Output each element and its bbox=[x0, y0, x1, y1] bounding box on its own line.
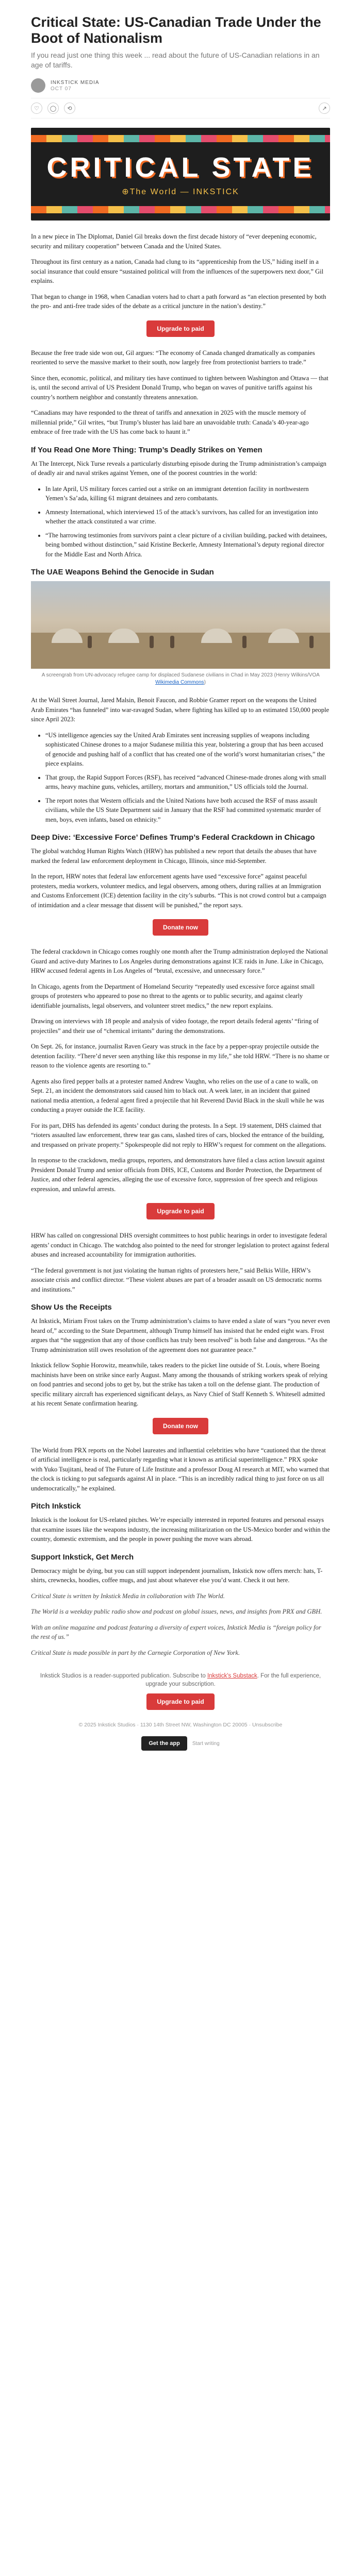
caption-link[interactable]: Wikimedia Commons bbox=[155, 680, 204, 685]
section-heading: Support Inkstick, Get Merch bbox=[31, 1552, 134, 1562]
paragraph: At the Wall Street Journal, Jared Malsin, Benoit Faucon, and Robbie Gramer report on the weapons the United Arab Emirates “has funneled” into war-ravaged Sudan, where fighting has killed up to an estimated 150,000 people since April 2023: bbox=[31, 697, 330, 723]
caption-end: ) bbox=[204, 680, 206, 685]
comment-icon[interactable]: ◯ bbox=[47, 103, 59, 114]
credits-block bbox=[31, 1591, 330, 1658]
paragraph: “The federal government is not just violating the human rights of protesters here,” said Belkis Wille, HRW’s associate crisis and conflict director. “These violent abuses are part of a broader assault on US democratic norms and institutions.” bbox=[31, 1266, 322, 1293]
heart-icon[interactable]: ♡ bbox=[31, 103, 42, 114]
list-item: • The report notes that Western officials and the United Nations have both accused the RSF of mass assault civilians, while the US State Department said in January that the RSF had committed systematic murder of men, boys, even infants, based on ethnicity.” bbox=[45, 796, 330, 825]
avatar[interactable] bbox=[31, 78, 45, 93]
note-pre: Inkstick Studios is a reader-supported publication. Subscribe to bbox=[40, 1673, 207, 1679]
paragraph: Since then, economic, political, and military ties have continued to tighten between Washington and Ottawa — that is, until the second arrival of US President Donald Trump, who began on waves of punitive tariffs against his country’s northern neighbor and constantly threatens annexation. bbox=[31, 374, 329, 401]
page-title: Critical State: US-Canadian Trade Under the Boot of Nationalism bbox=[31, 14, 321, 46]
banner-stripe-top bbox=[31, 135, 330, 142]
paragraph: The global watchdog Human Rights Watch (HRW) has published a new report that details the abuses that have marked the federal law enforcement deployment in Chicago, Illinois, since mid-September. bbox=[31, 848, 317, 865]
photo-tent bbox=[108, 629, 139, 643]
list-item: • In late April, US military forces carried out a strike on an immigrant detention facility in northwestern Yemen’s Sa’ada, killing 61 migrant detainees and zero combatants. bbox=[45, 484, 330, 503]
list-item: • That group, the Rapid Support Forces (RSF), has received “advanced Chinese-made drones along with small arms, heavy machine guns, vehicles, artillery, mortars and ammunition,” US officials told the Journal. bbox=[45, 773, 330, 792]
paragraph: “Canadians may have responded to the threat of tariffs and annexation in 2025 with the muscle memory of millennial pride,” Gil writes, “but Trump’s bluster has laid bare an unavoidable truth: Canada’s 40-year-ago embrace of free trade with the US has come back to haunt it.” bbox=[31, 409, 309, 435]
paragraph: In a new piece in The Diplomat, Daniel Gil breaks down the first decade history of “ever deepening economic, security and military cooperation” between Canada and the United States. bbox=[31, 233, 317, 250]
photo-tent bbox=[268, 629, 299, 643]
photo-figure bbox=[150, 636, 154, 648]
section-heading: If You Read One More Thing: Trump’s Deadly Strikes on Yemen bbox=[31, 445, 262, 454]
paragraph: Agents also fired pepper balls at a protester named Andrew Vaughn, who relies on the use of a cane to walk, on Sept. 21, an incident the demonstrators said caused him to black out. A week later, in an incident that gained national media attention, a federal agent fired a projectile that hit Reverend David Black in the skull while he was conducting a prayer outside the ICE facility. bbox=[31, 1077, 324, 1113]
start-writing-link[interactable]: Start writing bbox=[192, 1740, 220, 1747]
substack-link[interactable]: Inkstick's Substack bbox=[207, 1673, 257, 1679]
paragraph: Because the free trade side won out, Gil argues: “The economy of Canada changed dramatically as companies reoriented to serve the massive market to their south, now largely free from protectionist barriers to trade.” bbox=[31, 349, 315, 366]
note-post: . For the full experience, upgrade your subscription. bbox=[145, 1673, 321, 1687]
section-heading: The UAE Weapons Behind the Genocide in Sudan bbox=[31, 568, 214, 577]
paragraph: Throughout its first century as a nation, Canada had clung to its “apprenticeship from the US,” hiding itself in a social insurance that could ensure “sustained political will from the influences of the superpowers next door,” Gil explains. bbox=[31, 258, 324, 284]
get-app-button[interactable]: Get the app bbox=[141, 1736, 187, 1751]
paragraph: In response to the crackdown, media groups, reporters, and demonstrators have filed a class action lawsuit against President Donald Trump and senior officials from DHS, ICE, Customs and Border Protection, the Department of Justice, and other federal agencies, alleging the use of excessive force, suppression of free speech and religious expression, and unlawful arrests. bbox=[31, 1157, 325, 1193]
author-name[interactable]: INKSTICK MEDIA bbox=[51, 80, 100, 86]
donate-button[interactable]: Donate now bbox=[153, 919, 208, 936]
photo-tent bbox=[201, 629, 232, 643]
paragraph: Inkstick fellow Sophie Horowitz, meanwhile, takes readers to the picket line outside of St. Louis, where Boeing machinists have been on strike since early August. Many among the thousands of striking workers speak of relying on food pantries and second jobs to get by, but the strike has taken a toll on the defense giant. The production of specific military aircraft has experienced significant delays, as Navy Chief of Staff Kenneth S. Whitesell admitted at his recent Senate confirmation hearing. bbox=[31, 1362, 327, 1407]
refugee-camp-photo[interactable] bbox=[31, 581, 330, 669]
photo-figure bbox=[88, 636, 92, 648]
credit-line: Critical State is made possible in part by the Carnegie Corporation of New York. bbox=[31, 1649, 240, 1656]
list-item: • Amnesty International, which interviewed 15 of the attack’s survivors, has called for an investigation into whether the attack constituted a war crime. bbox=[45, 507, 330, 527]
credit-line: With an online magazine and podcast featuring a diversity of expert voices, Inkstick Media is “foreign policy for the rest of us.” bbox=[31, 1623, 321, 1640]
banner-stripe-bottom bbox=[31, 206, 330, 213]
upgrade-button[interactable]: Upgrade to paid bbox=[146, 320, 214, 337]
credit-line: Critical State is written by Inkstick Media in collaboration with The World. bbox=[31, 1592, 225, 1600]
paragraph: HRW has called on congressional DHS oversight committees to host public hearings in order to investigate federal agents’ conduct in Chicago. The watchdog also pointed to the need for stronger legislation to protect against federal abuses and increased accountability for immigration authorities. bbox=[31, 1232, 330, 1258]
paragraph: That began to change in 1968, when Canadian voters had to chart a path forward as “an election presented by both the pro- and anti-free trade sides of the debate as a critical juncture in the nation’s destiny.” bbox=[31, 293, 326, 310]
upgrade-button[interactable]: Upgrade to paid bbox=[146, 1203, 214, 1219]
photo-caption bbox=[31, 672, 330, 686]
paragraph: In Chicago, agents from the Department of Homeland Security “repeatedly used excessive force against small groups of protesters who appeared to pose no threat to the agents or to public security, and against clearly identifiable journalists, legal observers, and volunteer street medics,” the new report explains. bbox=[31, 982, 315, 1009]
paragraph: The World from PRX reports on the Nobel laureates and influential celebrities who have “cautioned that the threat of artificial intelligence is real, particularly regarding what it known as artificial superintelligence.” PRX spoke with Yuko Tsujitani, head of The Future of Life Institute and a professor Doug AI research at MIT, who warned that the clock is ticking to put safeguards against AI in place. “This is an incredibly radical thing to just force on us all undemocratically,” he explained. bbox=[31, 1446, 330, 1492]
credit-line: The World is a weekday public radio show and podcast on global issues, news, and insights from PRX and GBH. bbox=[31, 1608, 322, 1615]
caption-text: A screengrab from UN‑advocacy refugee camp for displaced Sudanese civilians in Chad in May 2023 (Henry Wilkins/VOA bbox=[41, 672, 320, 678]
photo-tent bbox=[52, 629, 83, 643]
banner-subtitle: ⊕The World — INKSTICK bbox=[122, 188, 239, 196]
photo-figure bbox=[309, 636, 314, 648]
bullet-list bbox=[45, 484, 330, 560]
paragraph: For its part, DHS has defended its agents’ conduct during the protests. In a Sept. 19 statement, DHS claimed that “rioters assaulted law enforcement, threw tear gas cans, slashed tires of cars, blocked the entrance of the building, and trespassed on private property.” Spokespeople did not reply to HRW’s request for comment on the allegations. bbox=[31, 1122, 326, 1148]
list-item: • “US intelligence agencies say the United Arab Emirates sent increasing supplies of weapons including sophisticated Chinese drones to a major Sudanese militia this year, bolstering a group that has been accused of genocide and pushing half of a conflict that has created one of the world’s worst humanitarian crises,” the piece explains. bbox=[45, 731, 330, 769]
action-bar bbox=[31, 98, 330, 118]
paragraph: On Sept. 26, for instance, journalist Raven Geary was struck in the face by a pepper-spray projectile outside the detention facility. “There’d never seen anything like this response in my life,” she told HRW. “There is no shame or reason to the violence agents are resorting to.” bbox=[31, 1043, 330, 1069]
paragraph: The federal crackdown in Chicago comes roughly one month after the Trump administration deployed the National Guard and active-duty Marines to Los Angeles during demonstrations against ICE raids in June. Like in Chicago, HRW accused federal agents in Los Angeles of “brutal, excessive, and unnecessary force.” bbox=[31, 948, 328, 974]
paragraph: Inkstick is the lookout for US-related pitches. We’re especially interested in reported features and personal essays that examine issues like the weapons industry, the increasing militarization on the US-Mexico border and within the country, domestic extremism, and the people in power pushing the move wars abroad. bbox=[31, 1516, 330, 1543]
donate-button[interactable]: Donate now bbox=[153, 1418, 208, 1434]
post bbox=[31, 0, 330, 1751]
subscribe-note bbox=[31, 1672, 330, 1688]
bullet-list bbox=[45, 731, 330, 825]
paragraph: In the report, HRW notes that federal law enforcement agents have used “excessive force” against peaceful protesters, media workers, volunteer medics, and legal observers, among others, during rallies at an Immigration and Customs Enforcement (ICE) detention facility in the city’s suburbs. “This is not crowd control but a campaign of intimidation and a clear message that dissent will be punished,” the report says. bbox=[31, 873, 326, 909]
subtitle: If you read just one thing this week ... read about the future of US-Canadian relations in an age of tariffs. bbox=[31, 51, 320, 69]
paragraph: At The Intercept, Nick Turse reveals a particularly disturbing episode during the Trump administration’s campaign of deadly air and naval strikes against Yemen, one of the poorest countries in the world: bbox=[31, 460, 326, 477]
restack-icon[interactable]: ⟲ bbox=[64, 103, 75, 114]
photo-figure bbox=[170, 636, 174, 648]
app-bar bbox=[31, 1736, 330, 1751]
footer-copyright: © 2025 Inkstick Studios · 1130 14th Street NW, Washington DC 20005 · Unsubscribe bbox=[78, 1722, 283, 1728]
share-icon[interactable]: ↗ bbox=[319, 103, 330, 114]
paragraph: Democracy might be dying, but you can still support independent journalism, Inkstick now offers merch: hats, T-shirts, crewnecks, hoodies, coffee mugs, and just about whatever else you’d want. Check it out here. bbox=[31, 1567, 323, 1584]
list-item: • “The harrowing testimonies from survivors paint a clear picture of a civilian building, packed with detainees, being bombed without distinction,” said Kristine Beckerle, Amnesty International’s deputy regional director for the Middle East and North Africa. bbox=[45, 531, 330, 560]
photo-figure bbox=[242, 636, 247, 648]
byline bbox=[31, 78, 330, 93]
upgrade-button[interactable]: Upgrade to paid bbox=[146, 1693, 214, 1710]
section-heading: Show Us the Receipts bbox=[31, 1303, 112, 1312]
section-heading: Pitch Inkstick bbox=[31, 1502, 81, 1511]
banner-title: CRITICAL STATE bbox=[46, 152, 315, 183]
post-date: OCT 07 bbox=[51, 86, 72, 92]
paragraph: Drawing on interviews with 18 people and analysis of video footage, the report details federal agents’ “firing of projectiles” and their use of “chemical irritants” during the demonstrations. bbox=[31, 1018, 319, 1035]
header-banner bbox=[31, 128, 330, 221]
section-heading: Deep Dive: ‘Excessive Force’ Defines Trump’s Federal Crackdown in Chicago bbox=[31, 833, 315, 842]
paragraph: At Inkstick, Miriam Frost takes on the Trump administration’s claims to have ended a slate of wars “you never even heard of,” according to the State Department, although Trump himself has insisted that he ended eight wars. Frost argues that “the suggestion that any of those conflicts has truly been resolved” is both false and dangerous. “As the Trump administration still owes resolution of the agreement does not guarantee peace.” bbox=[31, 1317, 330, 1353]
